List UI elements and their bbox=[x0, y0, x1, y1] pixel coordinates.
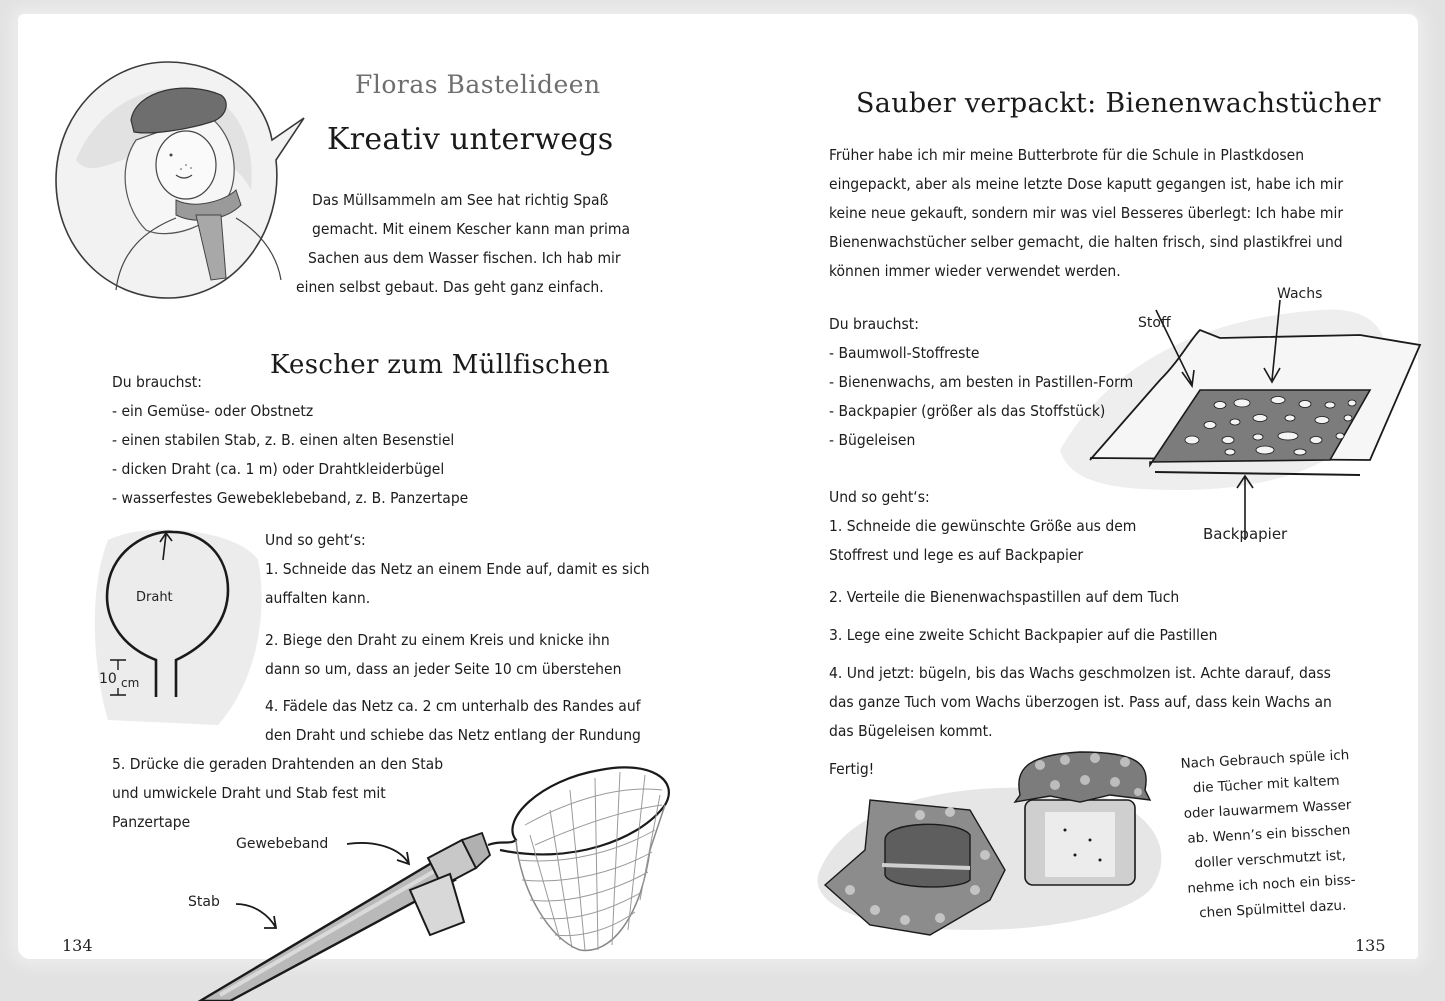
step-line: dann so um, dass an jeder Seite 10 cm überstehen bbox=[265, 660, 622, 678]
intro-line: Bienenwachstücher selber gemacht, die halten frisch, sind plastikfrei und bbox=[829, 233, 1343, 251]
note-line: chen Spülmittel dazu. bbox=[1198, 897, 1347, 922]
note-line: oder lauwarmem Wasser bbox=[1183, 797, 1352, 822]
step-line: 2. Biege den Draht zu einem Kreis und knicke ihn bbox=[265, 631, 610, 649]
step-line: 2. Verteile die Bienenwachspastillen auf dem Tuch bbox=[829, 588, 1180, 606]
baking-paper-label: Backpapier bbox=[1203, 525, 1288, 543]
intro-line: eingepackt, aber als meine letzte Dose kaputt gegangen ist, habe ich mir bbox=[829, 175, 1344, 193]
wire-diagram-illustration bbox=[88, 520, 268, 730]
step-line: 4. Und jetzt: bügeln, bis das Wachs geschmolzen ist. Achte darauf, dass bbox=[829, 664, 1331, 682]
page-number-right: 135 bbox=[1355, 936, 1386, 955]
intro-line: einen selbst gebaut. Das geht ganz einfach. bbox=[296, 278, 604, 296]
intro-left bbox=[296, 186, 630, 302]
steps-left bbox=[265, 526, 650, 750]
note-line: nehme ich noch ein biss- bbox=[1186, 871, 1357, 897]
step-line: 1. Schneide die gewünschte Größe aus dem bbox=[829, 517, 1137, 535]
materials-item: - ein Gemüse- oder Obstnetz bbox=[112, 402, 314, 420]
materials-heading: Du brauchst: bbox=[829, 315, 919, 333]
tape-arrow bbox=[345, 840, 415, 870]
steps-heading: Und so geht‘s: bbox=[829, 488, 930, 506]
intro-line: Früher habe ich mir meine Butterbrote für die Schule in Plastkdosen bbox=[829, 146, 1305, 164]
note-line: doller verschmutzt ist, bbox=[1194, 847, 1347, 872]
materials-left bbox=[112, 368, 468, 513]
materials-item: - Baumwoll-Stoffreste bbox=[829, 344, 980, 362]
step-line: 1. Schneide das Netz an einem Ende auf, damit es sich bbox=[265, 560, 650, 578]
step-line: 4. Fädele das Netz ca. 2 cm unterhalb des Randes auf bbox=[265, 697, 641, 715]
stick-arrow bbox=[234, 900, 284, 935]
materials-item: - einen stabilen Stab, z. B. einen alten Besenstiel bbox=[112, 431, 455, 449]
step-line: und umwickele Draht und Stab fest mit bbox=[112, 784, 386, 802]
note-line: ab. Wenn’s ein bisschen bbox=[1186, 822, 1351, 847]
materials-right bbox=[829, 310, 1133, 455]
step-line: auffalten kann. bbox=[265, 589, 371, 607]
wire-label: Draht bbox=[136, 590, 173, 605]
steps-heading: Und so geht‘s: bbox=[265, 531, 366, 549]
step-line: das ganze Tuch vom Wachs überzogen ist. Pass auf, dass kein Wachs an bbox=[829, 693, 1332, 711]
intro-line: Sachen aus dem Wasser fischen. Ich hab mir bbox=[308, 249, 621, 267]
fabric-label: Stoff bbox=[1138, 315, 1171, 331]
note-line: die Tücher mit kaltem bbox=[1192, 772, 1340, 797]
intro-line: können immer wieder verwendet werden. bbox=[829, 262, 1121, 280]
intro-right bbox=[829, 141, 1343, 286]
length-label: 10 bbox=[99, 671, 117, 687]
materials-item: - Bügeleisen bbox=[829, 431, 916, 449]
intro-line: keine neue gekauft, sondern mir was viel Besseres überlegt: Ich habe mir bbox=[829, 204, 1344, 222]
length-unit-label: cm bbox=[121, 676, 140, 690]
materials-item: - Backpapier (größer als das Stoffstück) bbox=[829, 402, 1106, 420]
materials-item: - wasserfestes Gewebeklebeband, z. B. Panzertape bbox=[112, 489, 469, 507]
page-number-left: 134 bbox=[62, 936, 93, 955]
tape-label: Gewebeband bbox=[236, 836, 329, 852]
done-text: Fertig! bbox=[829, 760, 875, 778]
wax-label: Wachs bbox=[1277, 286, 1323, 302]
page-title-left: Kreativ unterwegs bbox=[327, 122, 614, 157]
intro-line: gemacht. Mit einem Kescher kann man prima bbox=[312, 220, 630, 238]
handwritten-note bbox=[1180, 743, 1358, 927]
intro-line: Das Müllsammeln am See hat richtig Spaß bbox=[312, 191, 609, 209]
step-line: Panzertape bbox=[112, 813, 191, 831]
sandwich-jar-illustration bbox=[810, 740, 1180, 940]
step-line: das Bügeleisen kommt. bbox=[829, 722, 993, 740]
step-line: den Draht und schiebe das Netz entlang der Rundung bbox=[265, 726, 641, 744]
note-line: Nach Gebrauch spüle ich bbox=[1180, 747, 1350, 772]
materials-item: - Bienenwachs, am besten in Pastillen-Form bbox=[829, 373, 1134, 391]
materials-heading: Du brauchst: bbox=[112, 373, 202, 391]
steps-right bbox=[829, 483, 1332, 784]
step-line: 5. Drücke die geraden Drahtenden an den Stab bbox=[112, 755, 444, 773]
materials-item: - dicken Draht (ca. 1 m) oder Drahtkleiderbügel bbox=[112, 460, 445, 478]
series-title: Floras Bastelideen bbox=[355, 70, 601, 99]
section-title-kescher: Kescher zum Müllfischen bbox=[270, 350, 610, 380]
flora-portrait-illustration bbox=[36, 40, 316, 310]
step-line: 3. Lege eine zweite Schicht Backpapier auf die Pastillen bbox=[829, 626, 1218, 644]
kescher-net-illustration bbox=[200, 740, 700, 1001]
stick-label: Stab bbox=[188, 894, 220, 910]
step-line: Stoffrest und lege es auf Backpapier bbox=[829, 546, 1084, 564]
page-title-right: Sauber verpackt: Bienenwachstücher bbox=[856, 88, 1381, 119]
